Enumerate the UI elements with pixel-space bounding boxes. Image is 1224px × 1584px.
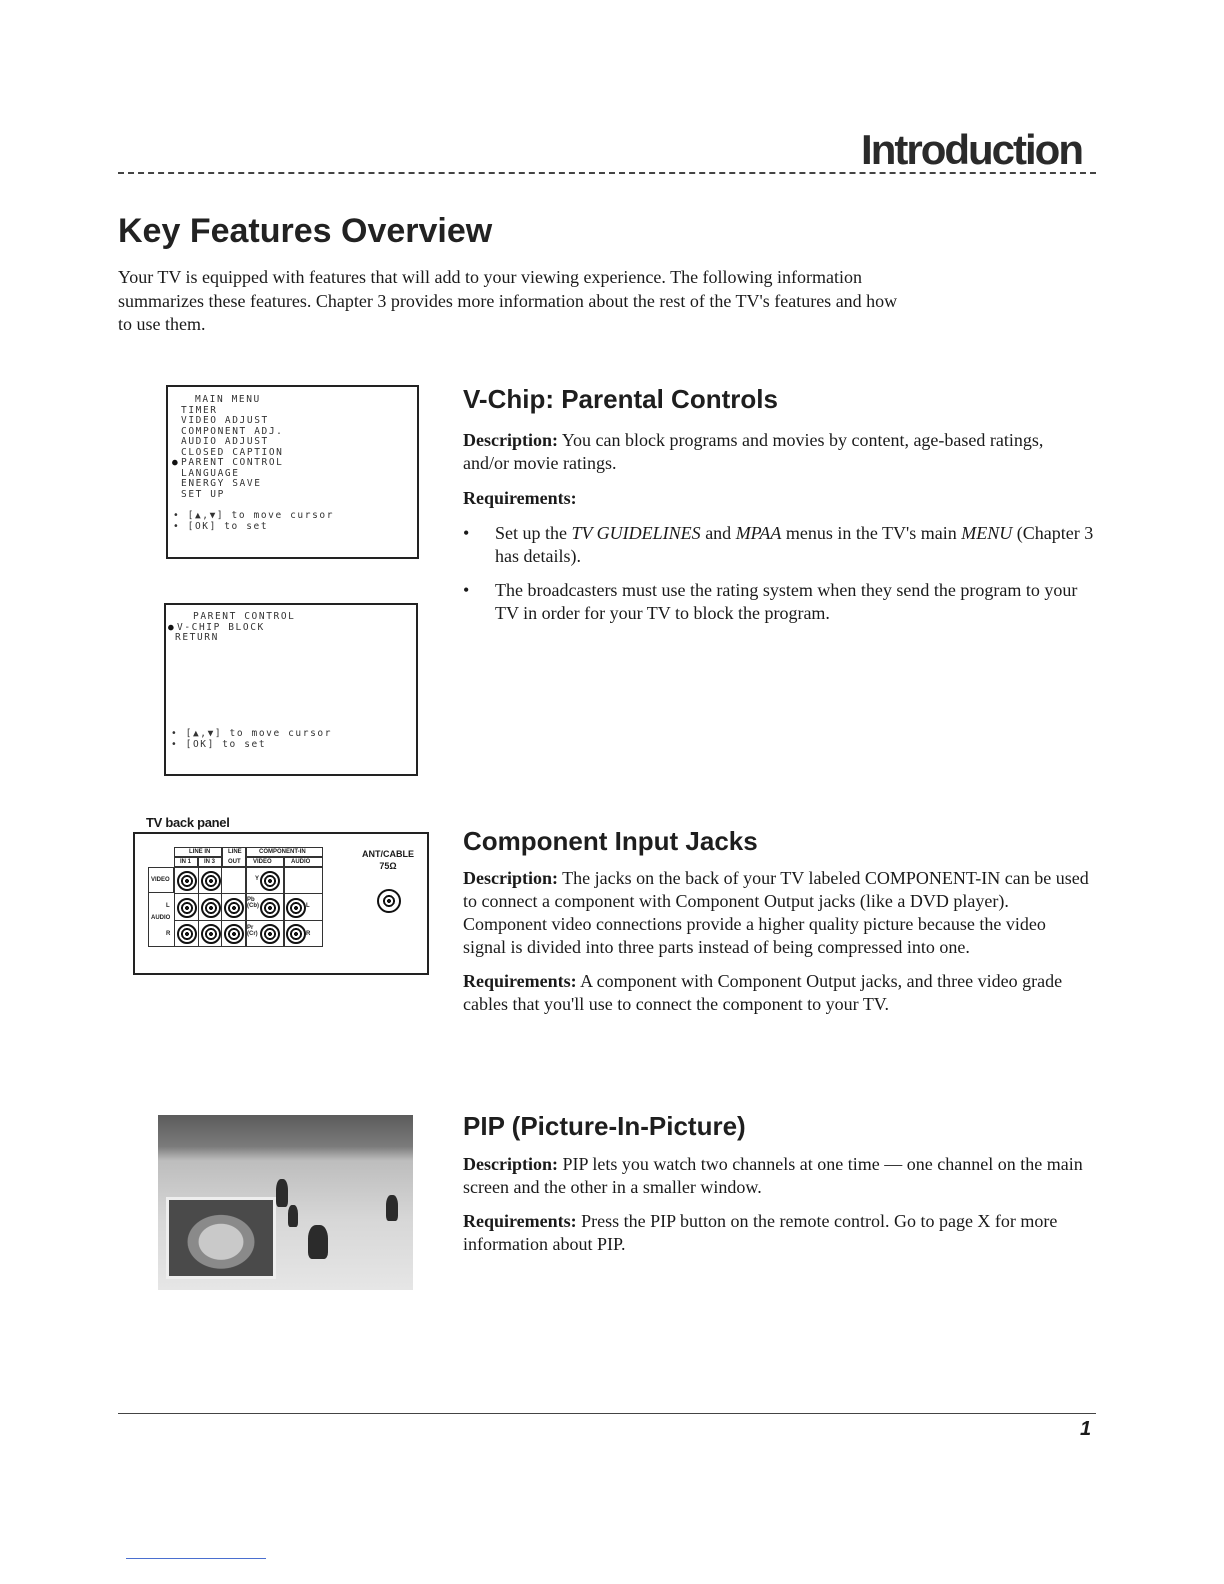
pip-requirements: Requirements: Press the PIP button on the remote control. Go to page X for more information about PIP.	[463, 1211, 1058, 1254]
list-item: • Set up the TV GUIDELINES and MPAA menus in the TV's main MENU (Chapter 3 has details).	[463, 523, 1094, 566]
header-rule	[118, 172, 1096, 174]
video-in1-jack	[177, 871, 197, 891]
y-label: Y	[255, 876, 260, 882]
back-panel-jacks	[148, 847, 323, 947]
component-audio-r-label: R	[306, 931, 311, 937]
list-item: • The broadcasters must use the rating system when they send the program to your TV in order for your TV to block the program.	[463, 580, 1078, 623]
audio-r-out-jack	[224, 924, 244, 944]
menu-item: RETURN	[175, 632, 219, 643]
row-video-label: VIDEO	[151, 877, 170, 883]
audio-r-label: R	[166, 931, 171, 937]
menu-item-selected: ● PARENT CONTROL	[181, 458, 283, 469]
antenna-jack	[377, 889, 401, 913]
chapter-logo: Introduction	[861, 126, 1082, 173]
row-audio-label: AUDIO	[151, 915, 171, 921]
line-out-label: LINE	[228, 849, 242, 855]
pip-description: Description: PIP lets you watch two channels at one time — one channel on the main screen and the other in a smaller window.	[463, 1154, 1083, 1197]
menu-item: VIDEO ADJUST	[181, 415, 269, 426]
intro-paragraph: Your TV is equipped with features that will add to your viewing experience. The following information summarizes these features. Chapter 3 provides more information about the rest of the TV's features and how to use them.	[118, 267, 898, 334]
audio-l-in3-jack	[201, 898, 221, 918]
menu-item: CLOSED CAPTION	[181, 446, 284, 458]
component-in-label: COMPONENT-IN	[259, 849, 306, 855]
ohms-label: 75Ω	[379, 861, 397, 871]
audio-label: AUDIO	[291, 859, 311, 865]
menu-hint-set: • [OK] to set	[173, 520, 269, 532]
pip-example-image	[158, 1115, 413, 1290]
back-panel-caption: TV back panel	[146, 815, 230, 830]
pip-inset-window	[166, 1197, 276, 1279]
section-title: V-Chip: Parental Controls	[463, 384, 778, 414]
video-in3-jack	[201, 871, 221, 891]
audio-l-in1-jack	[177, 898, 197, 918]
menu-title: MAIN MENU	[195, 394, 261, 405]
vchip-requirements-list	[463, 522, 1103, 625]
in3-label: IN 3	[204, 859, 216, 865]
menu-item: ENERGY SAVE	[181, 478, 262, 489]
video-label: VIDEO	[253, 859, 272, 865]
menu-hint-move: • [▲,▼] to move cursor	[173, 510, 335, 521]
main-menu-screen	[166, 385, 419, 559]
component-section	[463, 826, 1093, 1016]
audio-l-out-jack	[224, 898, 244, 918]
menu-item: TIMER	[181, 404, 218, 416]
page-title: Key Features Overview	[118, 212, 493, 250]
menu-hint-set: • [OK] to set	[171, 738, 267, 750]
menu-item: LANGUAGE	[181, 467, 240, 479]
menu-item-selected: ● V-CHIP BLOCK	[175, 623, 295, 634]
vchip-section	[463, 384, 1103, 636]
line-in-label: LINE IN	[189, 849, 211, 855]
menu-item: SET UP	[181, 488, 225, 500]
menu-title: PARENT CONTROL	[193, 611, 296, 622]
footer-rule	[118, 1413, 1096, 1414]
audio-r-in1-jack	[177, 924, 197, 944]
section-title: Component Input Jacks	[463, 826, 758, 856]
out-label: OUT	[228, 859, 241, 865]
footer-line	[126, 1558, 266, 1559]
parent-control-screen	[164, 603, 418, 776]
in1-label: IN 1	[180, 859, 192, 865]
component-audio-r-jack	[286, 924, 306, 944]
menu-item: COMPONENT ADJ.	[181, 425, 284, 437]
page-number: 1	[1080, 1418, 1092, 1440]
component-requirements: Requirements: A component with Component Output jacks, and three video grade cables that you'll use to connect the component to your TV.	[463, 971, 1063, 1014]
pb-label: Pb (Cb)	[247, 897, 259, 909]
menu-item: AUDIO ADJUST	[181, 436, 269, 447]
pr-label: Pr (Cr)	[247, 925, 258, 937]
ant-cable-label: ANT/CABLE	[362, 849, 414, 859]
component-pr-jack	[260, 924, 280, 944]
pip-section	[463, 1111, 1093, 1256]
vchip-description: Description: You can block programs and movies by content, age-based ratings, and/or movie ratings.	[463, 430, 1044, 473]
component-pb-jack	[260, 898, 280, 918]
section-title: PIP (Picture-In-Picture)	[463, 1111, 746, 1141]
component-audio-l-label: L	[306, 903, 310, 909]
requirements-heading: Requirements:	[463, 488, 577, 508]
audio-r-in3-jack	[201, 924, 221, 944]
component-description: Description: The jacks on the back of your TV labeled COMPONENT-IN can be used to connect a component with Component Output jacks (like a DVD player). Component video connections provide a higher quality picture because the video signal is divided into three parts instead of being compressed into one.	[463, 868, 1089, 957]
component-audio-l-jack	[286, 898, 306, 918]
menu-hint-move: • [▲,▼] to move cursor	[171, 728, 333, 739]
component-y-jack	[260, 871, 280, 891]
audio-l-label: L	[166, 903, 170, 909]
